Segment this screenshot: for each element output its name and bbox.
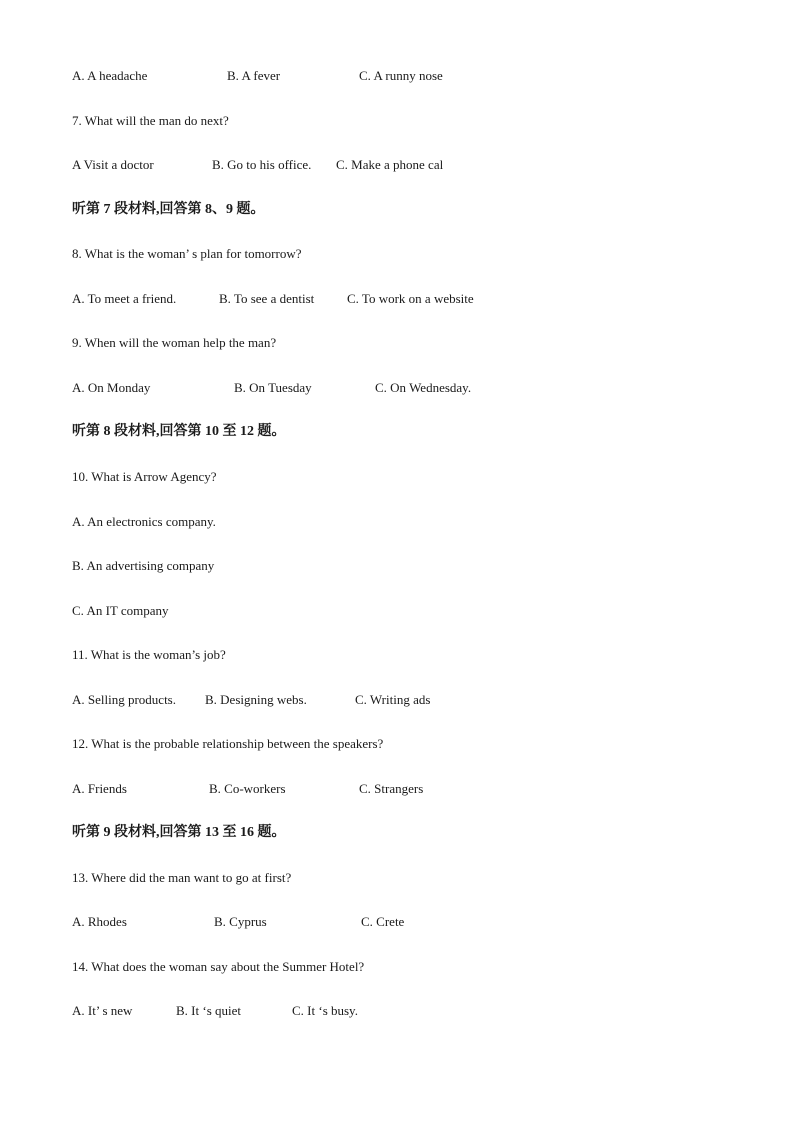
q13-question: 13. Where did the man want to go at first? <box>72 870 292 885</box>
q10-option-c: C. An IT company <box>72 603 169 618</box>
q11-option-a: A. Selling products. <box>72 692 176 707</box>
q14-question: 14. What does the woman say about the Summer Hotel? <box>72 959 365 974</box>
q14-option-c: C. It ‘s busy. <box>292 1003 358 1018</box>
q12-question: 12. What is the probable relationship between the speakers? <box>72 736 384 751</box>
q14-option-b: B. It ‘s quiet <box>176 1003 241 1018</box>
q13-option-c: C. Crete <box>361 914 405 929</box>
section-7-heading: 听第 7 段材料,回答第 8、9 题。 <box>72 202 265 217</box>
q9-option-a: A. On Monday <box>72 380 151 395</box>
q10-option-a: A. An electronics company. <box>72 514 216 529</box>
q8-option-b: B. To see a dentist <box>219 291 315 306</box>
q7-option-c: C. Make a phone cal <box>336 157 444 172</box>
section-9-heading: 听第 9 段材料,回答第 13 至 16 题。 <box>72 825 286 840</box>
q12-option-b: B. Co-workers <box>209 781 286 796</box>
q10-question: 10. What is Arrow Agency? <box>72 469 217 484</box>
q11-question: 11. What is the woman’s job? <box>72 647 226 662</box>
q11-option-c: C. Writing ads <box>355 692 431 707</box>
q14-option-a: A. It’ s new <box>72 1003 133 1018</box>
q12-option-c: C. Strangers <box>359 781 424 796</box>
section-8-heading: 听第 8 段材料,回答第 10 至 12 题。 <box>72 424 286 439</box>
q13-option-b: B. Cyprus <box>214 914 267 929</box>
q8-option-c: C. To work on a website <box>347 291 474 306</box>
q8-question: 8. What is the woman’ s plan for tomorrow? <box>72 246 302 261</box>
q12-option-a: A. Friends <box>72 781 127 796</box>
q7-question: 7. What will the man do next? <box>72 113 229 128</box>
q9-option-b: B. On Tuesday <box>234 380 312 395</box>
q6-option-b: B. A fever <box>227 68 281 83</box>
q11-option-b: B. Designing webs. <box>205 692 307 707</box>
q13-option-a: A. Rhodes <box>72 914 127 929</box>
q9-question: 9. When will the woman help the man? <box>72 335 277 350</box>
q9-option-c: C. On Wednesday. <box>375 380 472 395</box>
q10-option-b: B. An advertising company <box>72 558 215 573</box>
q7-option-a: A Visit a doctor <box>72 157 154 172</box>
q6-option-a: A. A headache <box>72 68 148 83</box>
q8-option-a: A. To meet a friend. <box>72 291 177 306</box>
q7-option-b: B. Go to his office. <box>212 157 312 172</box>
q6-option-c: C. A runny nose <box>359 68 443 83</box>
